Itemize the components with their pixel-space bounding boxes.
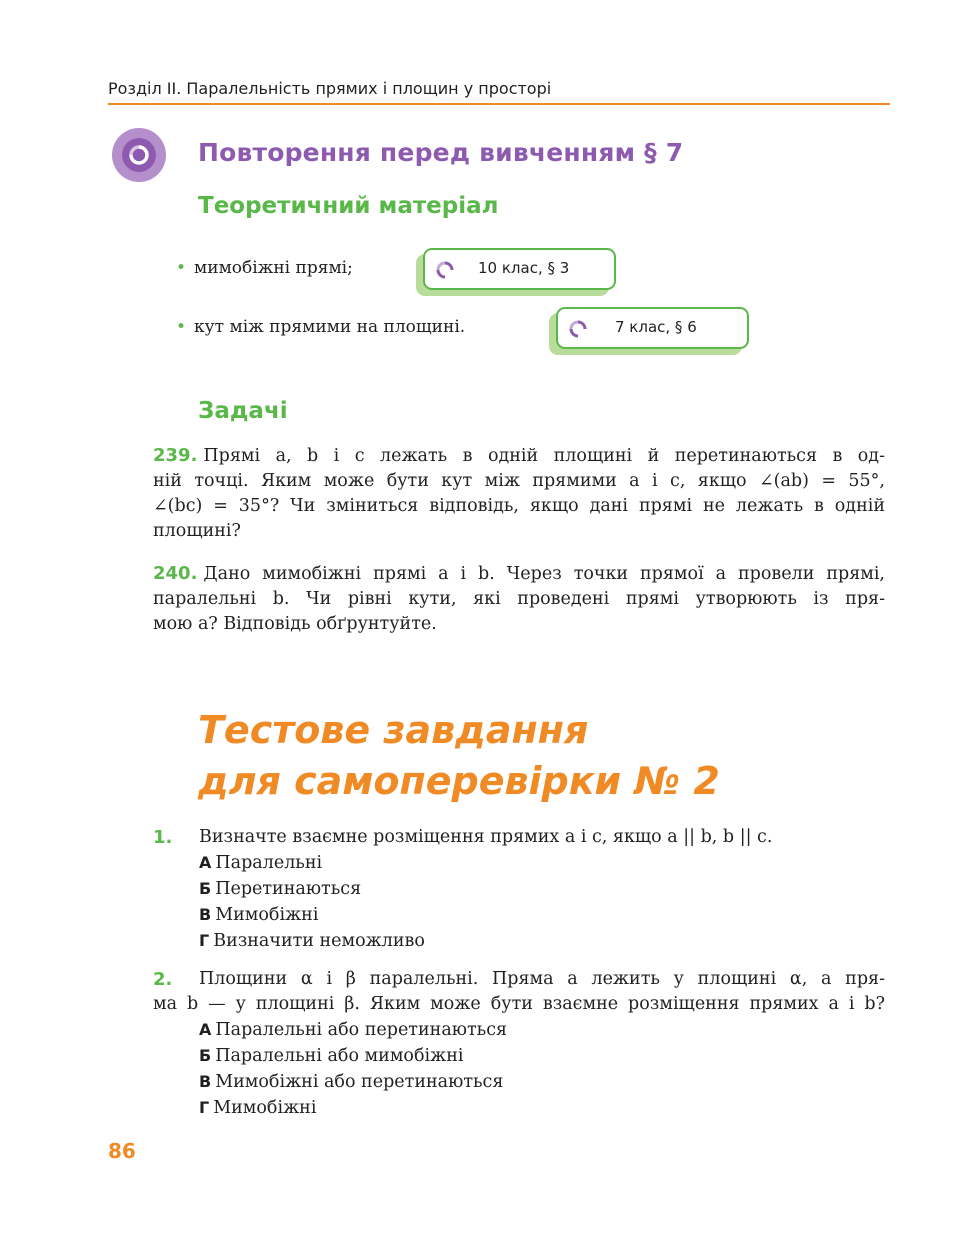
task-number: 239. <box>153 445 198 466</box>
reference-badge <box>423 248 616 290</box>
answer-option <box>153 1095 885 1121</box>
answer-option <box>153 1069 885 1095</box>
answer-option <box>153 850 885 876</box>
bullet-icon: • <box>176 317 187 337</box>
section-title: Розділ ІІ. Паралельність прямих і площин у просторі <box>108 79 552 98</box>
option-letter: А <box>199 1020 212 1039</box>
question-line: Площини α і β паралельні. Пряма a лежить у площині α, а пря- <box>199 969 885 989</box>
theory-heading: Теоретичний матеріал <box>198 193 499 219</box>
option-letter: Г <box>199 931 210 950</box>
option-letter: Б <box>199 1046 212 1065</box>
reference-badge <box>556 307 749 349</box>
option-text: Паралельні або мимобіжні <box>215 1046 464 1066</box>
reference-text: 10 клас, § 3 <box>478 259 570 277</box>
option-letter: Г <box>199 1098 210 1117</box>
option-text: Мимобіжні або перетинаються <box>215 1072 504 1092</box>
option-letter: В <box>199 905 212 924</box>
option-letter: Б <box>199 879 212 898</box>
answer-option <box>153 1017 885 1043</box>
page-number: 86 <box>108 1139 136 1163</box>
option-text: Мимобіжні <box>215 905 319 925</box>
option-letter: А <box>199 853 212 872</box>
task-line: ∠(bc) = 35°? Чи зміниться відповідь, якщо дані прямі не лежать в одній <box>153 496 885 516</box>
answer-option <box>153 1043 885 1069</box>
reference-text: 7 клас, § 6 <box>615 318 697 336</box>
answer-option <box>153 876 885 902</box>
task-line: паралельні b. Чи рівні кути, які проведені прямі утворюють із пря- <box>153 589 885 609</box>
task-line: ній точці. Яким може бути кут між прямими a і c, якщо ∠(ab) = 55°, <box>153 471 885 491</box>
test-heading <box>198 705 720 807</box>
theory-item-text: мимобіжні прямі; <box>194 258 353 278</box>
task-line: Дано мимобіжні прямі a і b. Через точки прямої a провели прямі, <box>203 564 885 584</box>
test-question-2 <box>153 967 885 1121</box>
task-number: 240. <box>153 563 198 584</box>
theory-item-text: кут між прямими на площині. <box>194 317 466 337</box>
question-number: 2. <box>153 969 173 990</box>
refresh-icon <box>568 319 588 339</box>
answer-option <box>153 928 885 954</box>
option-text: Перетинаються <box>215 879 362 899</box>
option-text: Паралельні <box>215 853 323 873</box>
test-heading-line: для самоперевірки № 2 <box>198 759 720 803</box>
test-heading-line: Тестове завдання <box>198 708 589 752</box>
task-line: Прямі a, b і c лежать в одній площині й перетинаються в од- <box>203 446 885 466</box>
repeat-heading: Повторення перед вивченням § 7 <box>198 138 684 167</box>
task-line: мою a? Відповідь обґрунтуйте. <box>153 614 437 634</box>
repeat-circle-icon <box>110 126 168 184</box>
task-239 <box>153 443 885 544</box>
theory-item <box>176 258 353 278</box>
option-text: Мимобіжні <box>213 1098 317 1118</box>
option-text: Визначити неможливо <box>213 931 425 951</box>
question-line: ма b — у площині β. Яким може бути взаємне розміщення прямих a і b? <box>153 994 885 1014</box>
refresh-icon <box>435 260 455 280</box>
task-240 <box>153 561 885 637</box>
task-line: площині? <box>153 521 241 541</box>
answer-option <box>153 902 885 928</box>
option-text: Паралельні або перетинаються <box>215 1020 508 1040</box>
running-header <box>108 77 890 105</box>
question-number: 1. <box>153 827 173 848</box>
test-question-1 <box>153 825 885 954</box>
bullet-icon: • <box>176 258 187 278</box>
theory-item <box>176 317 465 337</box>
question-text: Визначте взаємне розміщення прямих a і c, якщо a || b, b || c. <box>199 827 773 847</box>
tasks-heading: Задачі <box>198 398 288 424</box>
option-letter: В <box>199 1072 212 1091</box>
